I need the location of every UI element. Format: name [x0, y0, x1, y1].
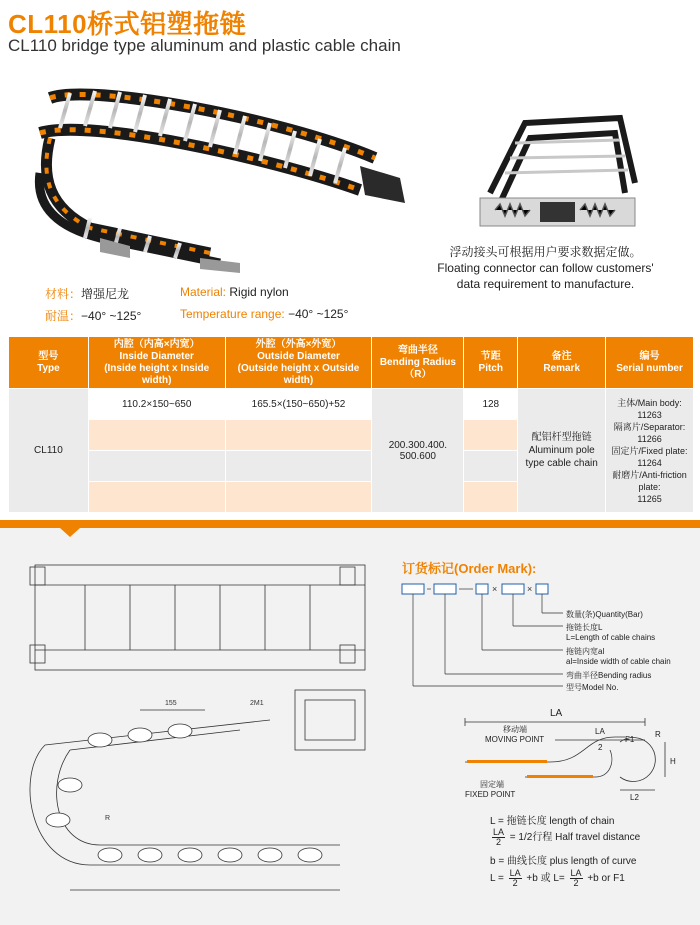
technical-drawing: [10, 545, 390, 920]
table-row: [9, 389, 694, 420]
table-header-row: [9, 337, 694, 389]
header-bending-radius: 弯曲半径 Bending Radius （R）: [372, 337, 464, 389]
svg-text:FIXED POINT: FIXED POINT: [465, 790, 516, 799]
order-label-model: 型号Model No.: [566, 683, 619, 692]
svg-text:MOVING POINT: MOVING POINT: [485, 735, 545, 744]
cable-chain-photo: [30, 78, 420, 278]
header-type: 型号 Type: [9, 337, 89, 389]
svg-text:LA: LA: [550, 708, 563, 719]
cell-outside: 165.5×(150~650)+52: [225, 389, 372, 420]
cell-remark: 配铝杆型拖链 Aluminum pole type cable chain: [518, 389, 606, 513]
formula-half-travel: $\frac{LA}{2}$ = 1/2行程 Half travel distance: [493, 827, 641, 847]
svg-text:LA: LA: [595, 727, 605, 736]
floating-connector-photo: [470, 98, 645, 238]
formula-final: L = $\frac{LA}{2}$ +b 或 L= $\frac{LA}{2}$ +b or F1: [490, 868, 625, 888]
header-inside: 内腔（内高×内宽） Inside Diameter (Inside height x Inside width): [88, 337, 225, 389]
order-label-quantity: 数量(条)Quantity(Bar): [566, 610, 643, 619]
spec-table: [8, 336, 694, 513]
drawing-label-r: R: [105, 815, 111, 822]
cell-type: CL110: [9, 389, 89, 513]
svg-text:H: H: [670, 757, 676, 766]
svg-text:L2: L2: [630, 793, 639, 802]
travel-diagram: [455, 702, 695, 802]
header-pitch: 节距 Pitch: [464, 337, 518, 389]
header-outside: 外腔（外高×外宽） Outside Diameter (Outside height x Outside width): [225, 337, 372, 389]
note-cn: 浮动接头可根据用户要求数据定做。: [449, 245, 642, 259]
header-serial: 编号 Serial number: [606, 337, 694, 389]
svg-text:固定端: 固定端: [480, 780, 504, 789]
note-en-1: Floating connector can follow customers': [437, 261, 654, 275]
material-en: Material: Rigid nylon: [180, 285, 289, 299]
material-cn: 材料：增强尼龙: [45, 287, 130, 301]
cell-pitch: 128: [464, 389, 518, 420]
panel-header-bar: [0, 520, 700, 528]
formula-length: L = 拖链长度 length of chain: [490, 816, 615, 827]
svg-text:×: ×: [527, 584, 533, 594]
temp-en: Temperature range: −40° ~125°: [180, 307, 349, 321]
formula-curve: b = 曲线长度 plus length of curve: [490, 856, 637, 867]
temp-cn: 耐温：−40° ~125°: [45, 309, 142, 323]
header-remark: 备注 Remark: [518, 337, 606, 389]
cell-serial: 主体/Main body: 11263 隔离片/Separator: 11266 固定片/Fixed plate: 11264 耐磨片/Anti-friction plate: 11265: [606, 389, 694, 513]
order-label-length-cn: 拖链长度L: [566, 623, 603, 632]
order-label-width-en: al=Inside width of cable chain: [566, 657, 671, 666]
floating-connector-note: [418, 244, 673, 292]
svg-text:R: R: [655, 730, 661, 739]
title-en: CL110 bridge type aluminum and plastic cable chain: [8, 36, 401, 55]
drawing-label-dim2: 2M1: [250, 700, 264, 707]
drawing-label-dim1: 155: [165, 700, 177, 707]
note-en-2: data requirement to manufacture.: [456, 277, 635, 291]
svg-text:移动端: 移动端: [503, 725, 527, 734]
order-label-radius: 弯曲半径Bending radius: [566, 671, 652, 680]
svg-text:×: ×: [492, 584, 498, 594]
cell-bending-radius: 200.300.400. 500.600: [372, 389, 464, 513]
svg-text:2: 2: [598, 743, 603, 752]
title-cn: CL110桥式铝塑拖链: [8, 9, 247, 39]
order-label-length-en: L=Length of cable chains: [566, 633, 656, 642]
order-label-width-cn: 拖链内宽al: [566, 647, 605, 656]
svg-text:F1: F1: [625, 735, 635, 744]
cell-inside: 110.2×150~650: [88, 389, 225, 420]
order-mark-title: 订货标记(Order Mark):: [402, 561, 537, 576]
